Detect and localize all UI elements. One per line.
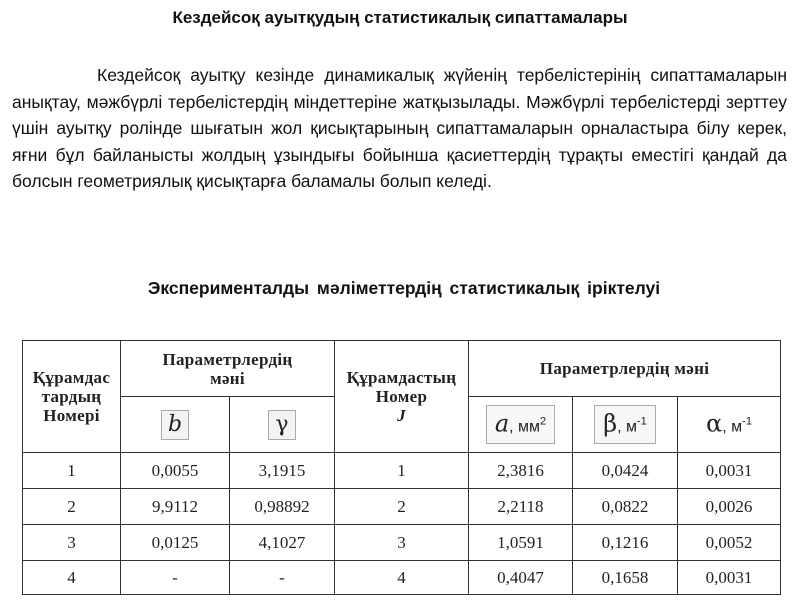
table-row [23, 561, 781, 595]
cell-alpha: 0,0031 [678, 561, 781, 595]
header-line: Құрамдастың [346, 368, 457, 387]
cell-gamma: 3,1915 [230, 453, 335, 489]
header-a [469, 397, 573, 453]
cell-gamma: - [230, 561, 335, 595]
table-row [23, 525, 781, 561]
alpha-symbol: α [706, 409, 723, 438]
header-line: тардың [41, 387, 102, 406]
beta-unit: , м [617, 418, 637, 436]
cell-b: - [121, 561, 230, 595]
data-table [22, 340, 781, 595]
cell-alpha: 0,0052 [678, 525, 781, 561]
alpha-symbol-box [697, 405, 761, 444]
cell-n: 1 [23, 453, 121, 489]
body-paragraph: Кездейсоқ ауытқу кезінде динамикалық жүйенің тербелістерінің сипаттамаларын анықтау, мәжбүрлі тербелістердің міндеттеріне жатқызылады. Мәжбүрлі тербелістерді зерттеу үшін ауытқу ролінде шығатын жол қисықтарының сипаттамаларын орналастыра білу керек, яғни бұл байланысты жолдың ұзындығы бойынша қасиеттердің тұрақты еместігі қандай да болсын геометриялық қисықтарға баламалы болып келеді. [12, 65, 787, 191]
cell-j: 3 [335, 525, 469, 561]
cell-a: 2,3816 [469, 453, 573, 489]
header-line: Номер [375, 387, 428, 406]
header-line: мәні [210, 368, 245, 388]
beta-symbol: β [603, 409, 618, 438]
cell-b: 0,0125 [121, 525, 230, 561]
cell-j: 2 [335, 489, 469, 525]
cell-beta: 0,1658 [573, 561, 678, 595]
a-unit: , мм [509, 418, 541, 436]
a-unit-sup: 2 [540, 415, 547, 428]
cell-n: 3 [23, 525, 121, 561]
cell-gamma: 4,1027 [230, 525, 335, 561]
header-component-j [335, 341, 469, 453]
cell-a: 1,0591 [469, 525, 573, 561]
cell-b: 0,0055 [121, 453, 230, 489]
alpha-unit-sup: -1 [742, 415, 752, 428]
cell-alpha: 0,0026 [678, 489, 781, 525]
cell-beta: 0,1216 [573, 525, 678, 561]
cell-beta: 0,0424 [573, 453, 678, 489]
cell-j: 4 [335, 561, 469, 595]
cell-n: 4 [23, 561, 121, 595]
cell-n: 2 [23, 489, 121, 525]
cell-a: 0,4047 [469, 561, 573, 595]
cell-a: 2,2118 [469, 489, 573, 525]
cell-beta: 0,0822 [573, 489, 678, 525]
a-symbol-box [486, 405, 555, 444]
cell-b: 9,9112 [121, 489, 230, 525]
alpha-unit: , м [722, 418, 743, 436]
j-symbol: J [397, 406, 406, 425]
beta-symbol-box [594, 405, 656, 444]
table-row [23, 489, 781, 525]
gamma-symbol: γ [268, 410, 295, 440]
table-row [23, 453, 781, 489]
header-beta [573, 397, 678, 453]
section-subtitle: Эксперименталды мәліметтердің статистикалық іріктелуі [147, 278, 661, 298]
beta-unit-sup: -1 [636, 415, 647, 428]
header-line: Құрамдас [32, 368, 111, 387]
header-component-number [23, 341, 121, 453]
header-gamma [230, 397, 335, 453]
cell-alpha: 0,0031 [678, 453, 781, 489]
cell-gamma: 0,98892 [230, 489, 335, 525]
a-symbol: a [494, 409, 510, 438]
b-symbol: b [161, 410, 189, 440]
header-line: Параметрлердің [162, 349, 293, 369]
header-param-values-right: Параметрлердің мәні [469, 341, 781, 397]
header-param-values-left [121, 341, 335, 397]
header-b [121, 397, 230, 453]
cell-j: 1 [335, 453, 469, 489]
page-title: Кездейсоқ ауытқудың статистикалық сипаттамалары [172, 8, 628, 27]
header-line: Номері [43, 406, 100, 425]
header-alpha [678, 397, 781, 453]
